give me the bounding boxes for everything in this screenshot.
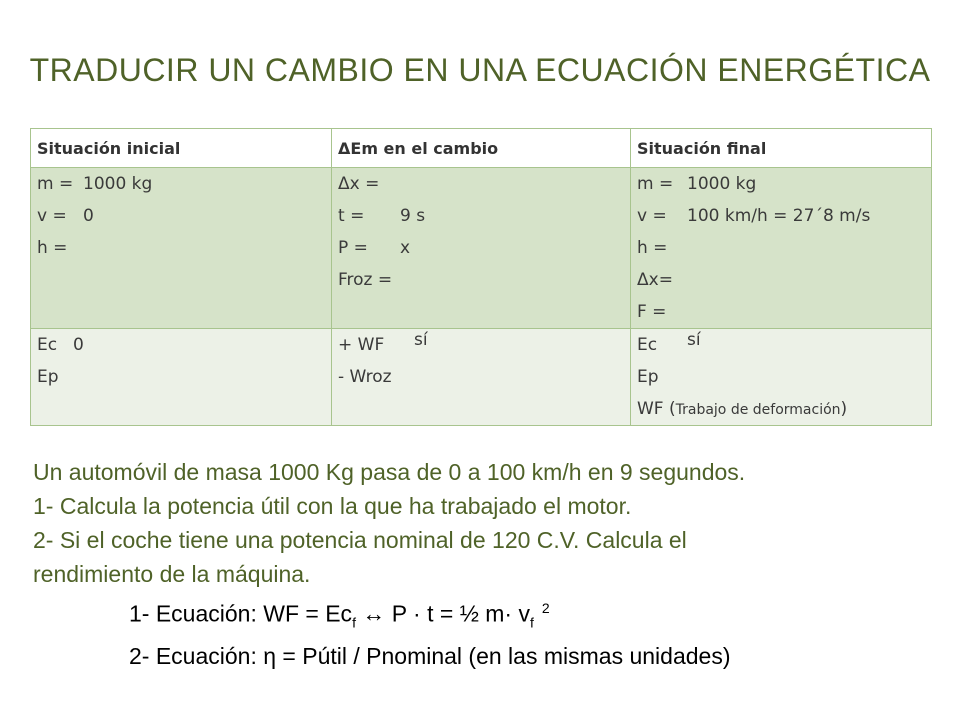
value: 0 xyxy=(83,206,94,226)
initial-velocity xyxy=(31,200,331,232)
initial-kinetic-energy xyxy=(31,329,331,361)
label: m = xyxy=(637,174,674,194)
cell-change-state xyxy=(332,168,631,329)
label: Froz = xyxy=(338,270,393,290)
label: v = xyxy=(637,206,667,226)
final-potential-energy xyxy=(631,361,931,393)
cell-final-state xyxy=(631,168,932,329)
energy-table xyxy=(30,128,932,426)
label: WF ( xyxy=(637,399,676,419)
label: Δx = xyxy=(338,174,380,194)
value: 0 xyxy=(73,335,84,355)
problem-line: Un automóvil de masa 1000 Kg pasa de 0 a 100 km/h en 9 segundos. xyxy=(33,459,746,485)
label: v = xyxy=(37,206,67,226)
initial-height xyxy=(31,232,331,264)
label: h = xyxy=(37,238,68,258)
eq1-subscript: f xyxy=(352,614,356,631)
change-power xyxy=(332,232,630,264)
final-mass xyxy=(631,168,931,200)
eq1-superscript: 2 xyxy=(541,600,550,616)
change-time xyxy=(332,200,630,232)
eq1-subscript-2: f xyxy=(529,614,534,631)
final-height xyxy=(631,232,931,264)
label: F = xyxy=(637,302,667,322)
eq1-middle: ↔ P · t = ½ m· v xyxy=(355,600,530,627)
value: x xyxy=(400,238,411,258)
table-header-row xyxy=(31,129,932,168)
deformation-work xyxy=(631,393,931,425)
label: t = xyxy=(338,206,365,226)
header-change: ΔEm en el cambio xyxy=(332,129,631,168)
change-friction xyxy=(332,264,630,296)
question-2: 2- Si el coche tiene una potencia nominal de 120 C.V. Calcula el xyxy=(33,527,687,553)
close-paren: ) xyxy=(840,399,848,419)
detail: Trabajo de deformación xyxy=(675,402,841,418)
initial-mass xyxy=(31,168,331,200)
label: Ec xyxy=(637,335,658,355)
label: P = xyxy=(338,238,368,258)
initial-potential-energy xyxy=(31,361,331,393)
work-force xyxy=(332,329,630,361)
work-friction xyxy=(332,361,630,393)
value: sí xyxy=(414,330,428,350)
question-2-cont: rendimiento de la máquina. xyxy=(33,561,311,587)
label: + WF xyxy=(338,335,385,355)
header-initial: Situación inicial xyxy=(31,129,332,168)
final-force xyxy=(631,296,931,328)
eq1-prefix: 1- Ecuación: WF = Ec xyxy=(129,600,353,627)
table-row xyxy=(31,168,932,329)
value: 100 km/h = 27´8 m/s xyxy=(687,206,871,226)
label: - Wroz xyxy=(338,367,392,387)
change-displacement xyxy=(332,168,630,200)
value: 9 s xyxy=(400,206,426,226)
equation-1 xyxy=(33,591,943,639)
cell-initial-energy xyxy=(31,329,332,426)
value: 1000 kg xyxy=(83,174,153,194)
cell-final-energy xyxy=(631,329,932,426)
question-1: 1- Calcula la potencia útil con la que ha trabajado el motor. xyxy=(33,493,632,519)
header-final: Situación final xyxy=(631,129,932,168)
cell-initial-state xyxy=(31,168,332,329)
table-row xyxy=(31,329,932,426)
label: Δx= xyxy=(637,270,673,290)
label: h = xyxy=(637,238,668,258)
value: sí xyxy=(687,330,701,350)
final-velocity xyxy=(631,200,931,232)
problem-statement xyxy=(33,455,943,673)
label: Ep xyxy=(637,367,659,387)
final-displacement xyxy=(631,264,931,296)
cell-change-energy xyxy=(332,329,631,426)
final-kinetic-energy xyxy=(631,329,931,361)
equation-2: 2- Ecuación: η = Pútil / Pnominal (en las mismas unidades) xyxy=(129,643,731,670)
page-title: TRADUCIR UN CAMBIO EN UNA ECUACIÓN ENERGÉTICA xyxy=(29,52,931,88)
label: Ep xyxy=(37,367,59,387)
label: m = xyxy=(37,174,74,194)
label: Ec xyxy=(37,335,58,355)
value: 1000 kg xyxy=(687,174,757,194)
